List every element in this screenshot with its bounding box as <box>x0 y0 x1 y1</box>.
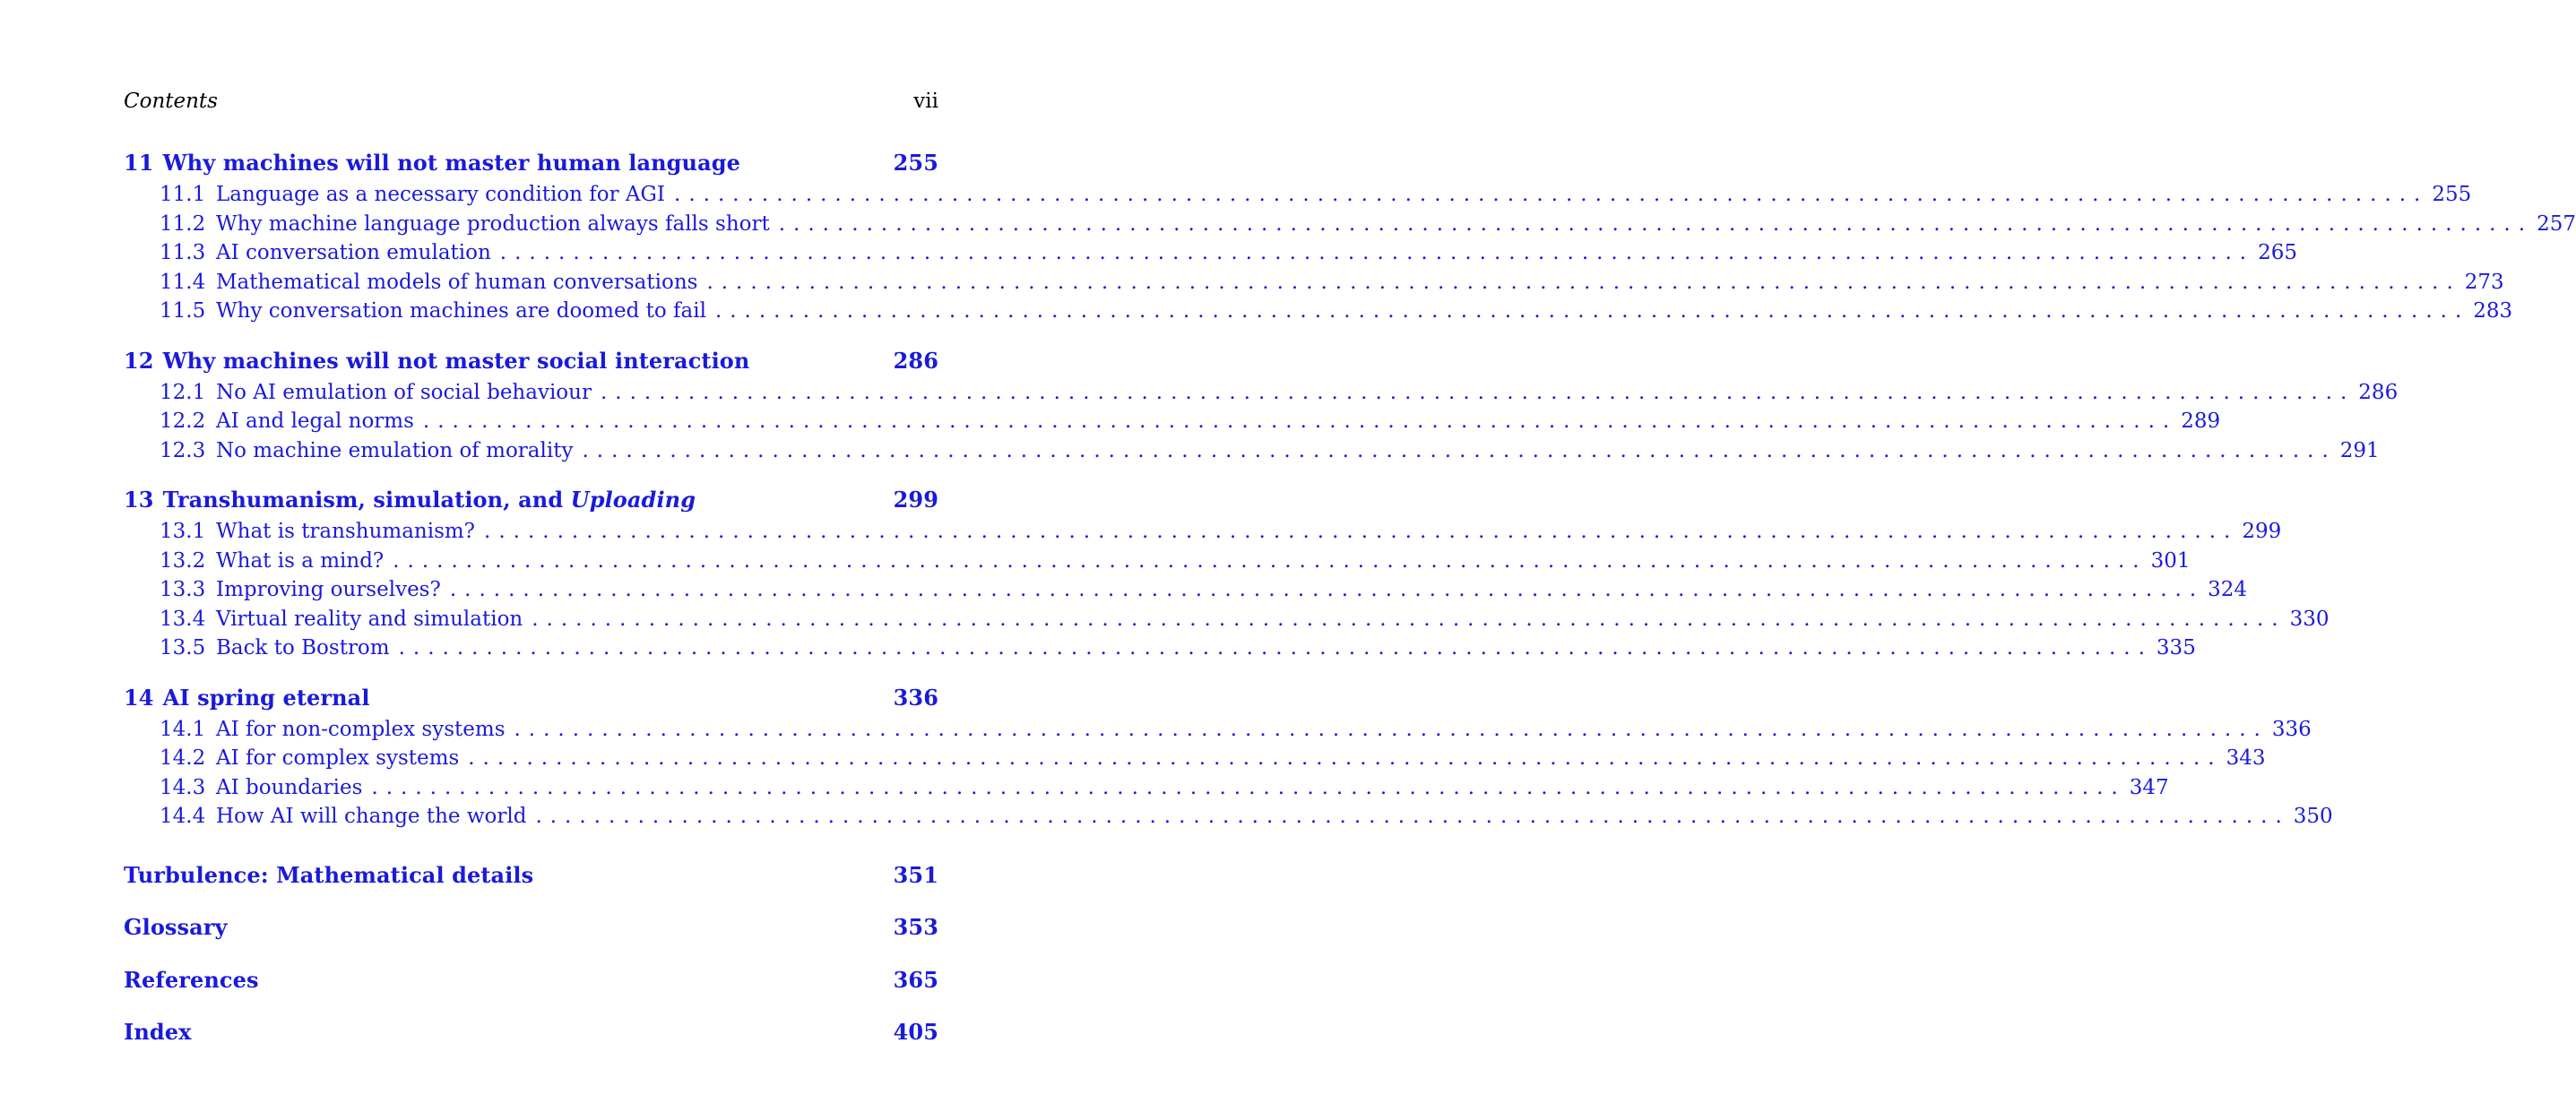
section-title[interactable]: What is a mind? <box>216 548 385 573</box>
section-number[interactable]: 11.2 <box>160 211 206 236</box>
dot-leader: ........................................................................................................................ <box>778 211 2534 236</box>
chapter-title[interactable]: Why machines will not master social interaction <box>162 347 750 374</box>
section-title[interactable]: AI boundaries <box>216 775 363 799</box>
toc-section-row[interactable] <box>124 773 2169 803</box>
section-title[interactable]: Back to Bostrom <box>216 636 390 660</box>
section-title[interactable]: Virtual reality and simulation <box>216 607 523 631</box>
toc-section-row[interactable] <box>124 744 2266 773</box>
section-number[interactable]: 11.4 <box>160 270 206 294</box>
section-number[interactable]: 14.2 <box>160 746 206 770</box>
section-title[interactable]: No AI emulation of social behaviour <box>216 380 592 404</box>
back-matter-page-number[interactable]: 405 <box>893 1019 938 1045</box>
dot-leader: ........................................................................................................................ <box>674 183 2429 206</box>
section-number[interactable]: 13.3 <box>160 578 206 601</box>
back-matter-title[interactable]: Glossary <box>124 914 228 940</box>
section-number[interactable]: 11.5 <box>160 299 206 323</box>
dot-leader: ........................................................................................................................ <box>468 746 2223 770</box>
section-page-number[interactable]: 255 <box>2432 183 2472 206</box>
chapter-title-italic[interactable] <box>571 487 696 513</box>
toc-section-row[interactable] <box>124 297 2513 326</box>
chapter-page-number[interactable]: 336 <box>893 684 938 711</box>
chapter-12 <box>124 344 2399 466</box>
dot-leader: ........................................................................................................................ <box>535 805 2290 828</box>
toc-section-row[interactable] <box>124 436 2380 466</box>
chapter-heading[interactable] <box>124 681 938 715</box>
chapter-heading[interactable] <box>124 483 938 517</box>
section-title[interactable]: Language as a necessary condition for AGI <box>216 183 666 206</box>
toc-section-row[interactable] <box>124 238 2298 268</box>
chapter-11 <box>124 146 2576 326</box>
back-matter-title[interactable]: Index <box>124 1019 192 1045</box>
section-number[interactable]: 14.1 <box>160 717 206 741</box>
toc-section-row[interactable] <box>124 575 2248 605</box>
dot-leader: ........................................................................................................................ <box>582 438 2337 462</box>
dot-leader: ........................................................................................................................ <box>706 270 2461 294</box>
back-matter <box>124 849 938 1059</box>
toc-section-row[interactable] <box>124 378 2399 408</box>
chapter-number[interactable]: 13 <box>124 487 154 513</box>
chapter-number[interactable]: 11 <box>124 150 154 176</box>
section-page-number[interactable]: 273 <box>2464 270 2504 294</box>
chapter-number[interactable]: 14 <box>124 684 154 711</box>
toc-section-row[interactable] <box>124 605 2330 634</box>
section-title[interactable]: No machine emulation of morality <box>216 438 574 462</box>
section-page-number[interactable]: 301 <box>2150 548 2191 573</box>
section-page-number[interactable]: 324 <box>2208 578 2248 601</box>
dot-leader: ........................................................................................................................ <box>514 717 2269 741</box>
running-head-page-number: vii <box>913 90 938 113</box>
section-title[interactable]: Improving ourselves? <box>216 578 441 601</box>
chapter-13 <box>124 483 2330 663</box>
dot-leader: ........................................................................................................................ <box>422 410 2178 433</box>
section-number[interactable]: 12.1 <box>160 380 206 404</box>
back-matter-entry[interactable] <box>124 849 938 902</box>
section-number[interactable]: 13.5 <box>160 636 206 660</box>
section-title[interactable]: How AI will change the world <box>216 805 527 828</box>
section-number[interactable]: 12.2 <box>160 410 206 433</box>
toc-section-row[interactable] <box>124 547 2191 576</box>
back-matter-entry[interactable] <box>124 1006 938 1059</box>
section-page-number[interactable]: 347 <box>2129 775 2169 799</box>
dot-leader: ........................................................................................................................ <box>398 636 2153 660</box>
section-page-number[interactable]: 291 <box>2339 438 2380 462</box>
chapter-page-number[interactable]: 299 <box>893 487 938 513</box>
section-title[interactable]: What is transhumanism? <box>216 520 476 543</box>
dot-leader: ........................................................................................................................ <box>499 241 2255 264</box>
section-number[interactable]: 11.1 <box>160 183 206 206</box>
section-page-number[interactable]: 343 <box>2226 746 2266 770</box>
chapter-page-number[interactable]: 286 <box>893 347 938 374</box>
section-title[interactable]: AI for complex systems <box>216 746 460 770</box>
section-number[interactable]: 13.1 <box>160 520 206 543</box>
toc-section-row[interactable] <box>124 715 2312 745</box>
section-page-number[interactable]: 257 <box>2537 211 2576 236</box>
section-page-number[interactable]: 330 <box>2289 607 2330 631</box>
section-number[interactable]: 12.3 <box>160 438 206 462</box>
section-number[interactable]: 11.3 <box>160 241 206 264</box>
section-title[interactable]: Why machine language production always falls short <box>216 211 770 236</box>
chapter-heading[interactable] <box>124 146 938 180</box>
toc-section-row[interactable] <box>124 407 2221 436</box>
toc-section-row[interactable] <box>124 180 2472 210</box>
section-page-number[interactable]: 299 <box>2242 520 2282 543</box>
back-matter-page-number[interactable]: 365 <box>893 966 938 993</box>
section-page-number[interactable]: 289 <box>2181 410 2221 433</box>
dot-leader: ........................................................................................................................ <box>393 548 2148 573</box>
running-head-title: Contents <box>124 90 218 113</box>
section-number[interactable]: 14.3 <box>160 775 206 799</box>
section-page-number[interactable]: 283 <box>2473 299 2513 323</box>
section-page-number[interactable]: 265 <box>2258 241 2298 264</box>
section-title[interactable]: AI for non-complex systems <box>216 717 506 741</box>
section-title[interactable]: AI and legal norms <box>216 410 414 433</box>
dot-leader: ........................................................................................................................ <box>714 299 2470 323</box>
section-page-number[interactable]: 350 <box>2293 805 2333 828</box>
chapter-page-number[interactable]: 255 <box>893 150 938 176</box>
section-title[interactable]: Why conversation machines are doomed to fail <box>216 299 706 323</box>
toc-section-row[interactable] <box>124 802 2333 832</box>
dot-leader: ........................................................................................................................ <box>449 578 2205 601</box>
section-title[interactable]: AI conversation emulation <box>216 241 491 264</box>
chapter-14 <box>124 681 2333 832</box>
section-page-number[interactable]: 286 <box>2358 380 2399 404</box>
dot-leader: ........................................................................................................................ <box>484 520 2239 543</box>
back-matter-entry[interactable] <box>124 954 938 1007</box>
back-matter-title[interactable]: References <box>124 966 259 993</box>
back-matter-page-number[interactable]: 351 <box>893 861 938 888</box>
toc-section-row[interactable] <box>124 634 2196 663</box>
chapter-number[interactable]: 12 <box>124 347 154 374</box>
section-number[interactable]: 13.2 <box>160 548 206 573</box>
running-head <box>124 90 938 122</box>
toc-section-row[interactable] <box>124 517 2282 547</box>
section-title[interactable]: Mathematical models of human conversations <box>216 270 698 294</box>
chapter-title[interactable]: Transhumanism, simulation, and <box>162 487 564 513</box>
toc-section-row[interactable] <box>124 210 2576 239</box>
section-number[interactable]: 13.4 <box>160 607 206 631</box>
dot-leader: ........................................................................................................................ <box>371 775 2126 799</box>
section-page-number[interactable]: 335 <box>2156 636 2196 660</box>
dot-leader: ........................................................................................................................ <box>600 380 2356 404</box>
back-matter-entry[interactable] <box>124 901 938 954</box>
chapter-title[interactable]: Why machines will not master human language <box>162 150 740 176</box>
chapter-title-italic-text: Uploading <box>570 487 696 513</box>
chapter-title[interactable]: AI spring eternal <box>162 684 370 711</box>
back-matter-title[interactable]: Turbulence: Mathematical details <box>124 861 534 888</box>
section-number[interactable]: 14.4 <box>160 805 206 828</box>
chapter-heading[interactable] <box>124 344 938 378</box>
dot-leader: ........................................................................................................................ <box>532 607 2286 631</box>
section-page-number[interactable]: 336 <box>2271 717 2312 741</box>
toc-section-row[interactable] <box>124 268 2504 297</box>
back-matter-page-number[interactable]: 353 <box>893 914 938 940</box>
toc-page <box>124 90 2576 1059</box>
